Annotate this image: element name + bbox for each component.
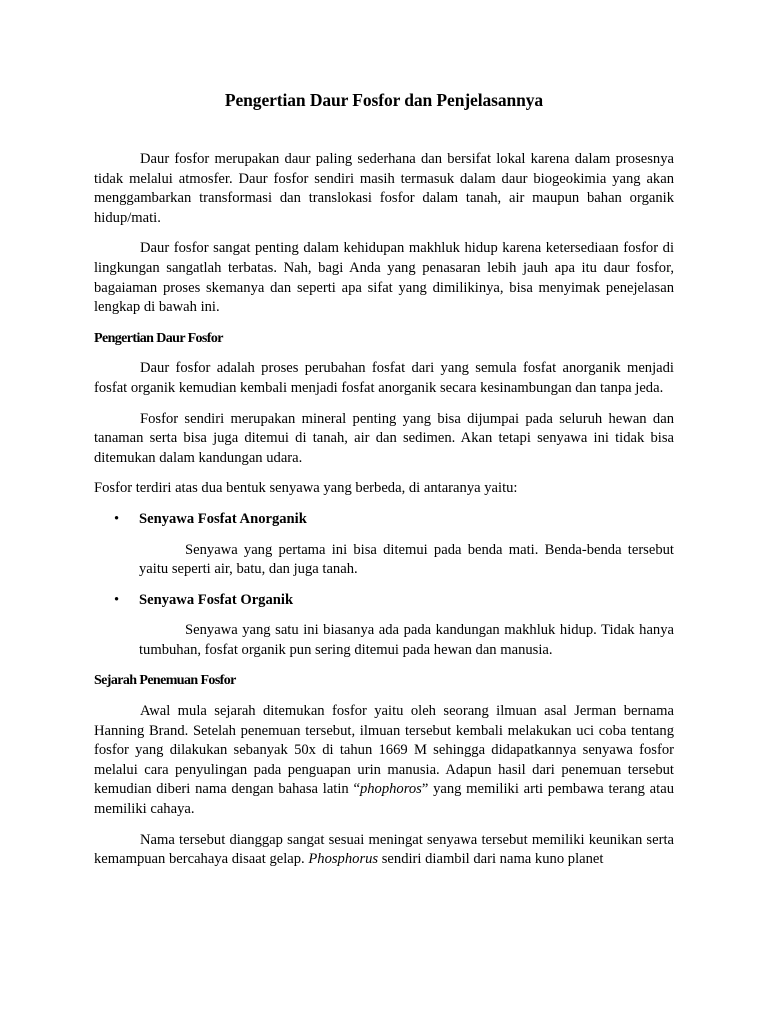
list-item-anorganik bbox=[94, 510, 674, 530]
latin-term: Phosphorus bbox=[308, 851, 379, 868]
bullet-icon: • bbox=[114, 510, 120, 527]
list-item-title: Senyawa Fosfat Anorganik bbox=[139, 510, 307, 527]
text-run: Awal mula sejarah ditemukan fosfor yaitu oleh seorang ilmuan asal Jerman bernama Hanning Brand. Setelah penemuan tersebut, ilmuan tersebut kembali melakukan uci coba tentang fosfor yang dilakukan sebanyak 50x di tahun 1669 M sehingga didapatkannya senyawa fosfor melalui cara penyulingan pada penguapan urin manusia. Adapun hasil dari penemuan tersebut kemudian diberi nama dengan bahasa latin “ bbox=[94, 703, 674, 798]
list-item-text-anorganik: Senyawa yang pertama ini bisa ditemui pada benda mati. Benda-benda tersebut yaitu seperti air, batu, dan juga tanah. bbox=[139, 541, 674, 578]
pengertian-paragraph-2: Fosfor sendiri merupakan mineral penting yang bisa dijumpai pada seluruh hewan dan tanaman serta bisa juga ditemui di tanah, air dan sedimen. Akan tetapi senyawa ini tidak bisa ditemukan dalam kandungan udara. bbox=[94, 410, 674, 466]
latin-term: phophoros bbox=[359, 781, 422, 798]
text-run: Nama tersebut dianggap sangat sesuai meningat senyawa tersebut memiliki keunikan serta kemampuan bercahaya disaat gelap. bbox=[94, 831, 674, 868]
sejarah-paragraph-2 bbox=[94, 831, 674, 874]
pengertian-lead: Fosfor terdiri atas dua bentuk senyawa yang berbeda, di antaranya yaitu: bbox=[94, 480, 518, 497]
bullet-icon: • bbox=[114, 591, 120, 608]
list-item-title: Senyawa Fosfat Organik bbox=[139, 591, 294, 608]
intro-paragraph-2: Daur fosfor sangat penting dalam kehidupan makhluk hidup karena ketersediaan fosfor di lingkungan sangatlah terbatas. Nah, bagi Anda yang penasaran lebih jauh apa itu daur fosfor, bagaiaman proses skemanya dan seperti apa sifat yang dimilikinya, bisa menyimak penejelasan lengkap di bawah ini. bbox=[94, 240, 674, 316]
text-run: sendiri diambil dari nama kuno planet bbox=[378, 851, 604, 868]
pengertian-paragraph-1: Daur fosfor adalah proses perubahan fosfat dari yang semula fosfat anorganik menjadi fosfat organik kemudian kembali menjadi fosfat anorganik secara kesinambungan dan tanpa jeda. bbox=[94, 360, 674, 396]
sejarah-paragraph-1 bbox=[94, 702, 674, 820]
section-heading-sejarah: Sejarah Penemuan Fosfor bbox=[94, 673, 236, 689]
text-run: ” yang memiliki arti pembawa terang atau memiliki cahaya. bbox=[94, 781, 674, 818]
list-item-organik bbox=[94, 591, 674, 611]
document-title: Pengertian Daur Fosfor dan Penjelasannya bbox=[224, 90, 544, 110]
document-body bbox=[94, 88, 674, 874]
list-item-text-organik: Senyawa yang satu ini biasanya ada pada kandungan makhluk hidup. Tidak hanya tumbuhan, fosfat organik pun sering ditemui pada hewan dan manusia. bbox=[139, 622, 674, 658]
intro-paragraph-1: Daur fosfor merupakan daur paling sederhana dan bersifat lokal karena dalam prosesnya tidak melalui atmosfer. Daur fosfor sendiri masih termasuk dalam daur biogeokimia yang akan menggambarkan transformasi dan translokasi fosfor dalam tanah, air maupun bahan organik hidup/mati. bbox=[94, 151, 674, 226]
section-heading-pengertian: Pengertian Daur Fosfor bbox=[94, 330, 223, 346]
